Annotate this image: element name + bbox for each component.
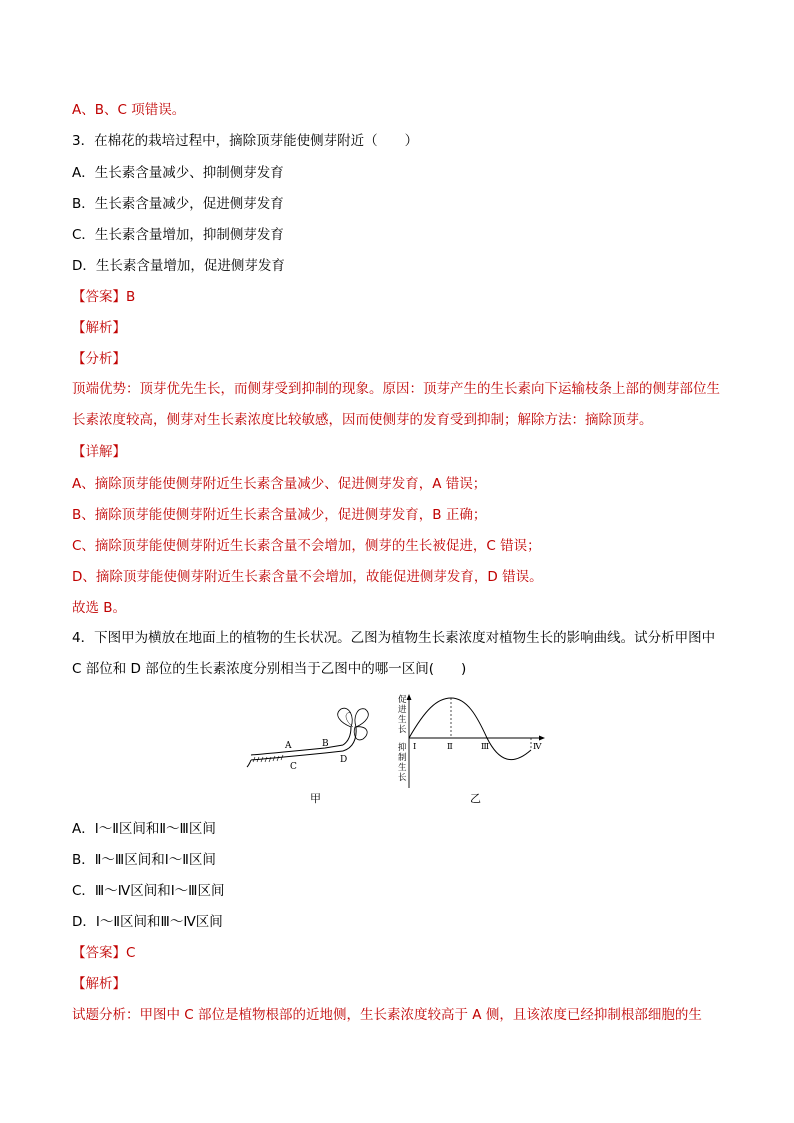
q3-fenxi-text: 顶端优势：顶芽优先生长，而侧芽受到抑制的现象。原因：顶芽产生的生长素向下运输枝条上部的侧芽部位生长素浓度较高，侧芽对生长素浓度比较敏感，因而使侧芽的发育受到抑制；解除方法：摘除顶芽。 xyxy=(72,381,720,428)
y-top-label xyxy=(398,695,409,735)
plant-label-b: B xyxy=(322,739,329,749)
y-top-label-char-2: 进 xyxy=(398,705,407,715)
y-top-label-char-3: 生 xyxy=(398,715,407,725)
q4-option-a: A．Ⅰ～Ⅱ区间和Ⅱ～Ⅲ区间 xyxy=(72,821,216,837)
q4-option-b: B．Ⅱ～Ⅲ区间和Ⅰ～Ⅱ区间 xyxy=(72,852,216,868)
q4-analysis-text: 试题分析：甲图中 C 部位是植物根部的近地侧，生长素浓度较高于 A 侧，且该浓度已经抑制根部细胞的生 xyxy=(72,1007,702,1023)
y-bottom-label xyxy=(398,742,409,783)
q4-analysis-label: 【解析】 xyxy=(72,976,126,992)
plant-label-a: A xyxy=(285,741,292,751)
q3-xiangjie-label: 【详解】 xyxy=(72,444,126,460)
q4-option-d: D．Ⅰ～Ⅱ区间和Ⅲ～Ⅳ区间 xyxy=(72,914,223,930)
figure-yi-caption: 乙 xyxy=(470,792,481,805)
q3-fenxi-label: 【分析】 xyxy=(72,351,126,367)
figure-jia-caption: 甲 xyxy=(310,792,321,805)
y-top-label-char-4: 长 xyxy=(398,725,407,735)
q2-tail-text: A、B、C 项错误。 xyxy=(72,102,186,118)
q3-detail-c: C、摘除顶芽能使侧芽附近生长素含量不会增加，侧芽的生长被促进，C 错误； xyxy=(72,538,541,554)
q3-stem: 3．在棉花的栽培过程中，摘除顶芽能使侧芽附近（ ） xyxy=(72,133,419,149)
x-tick-3: Ⅲ xyxy=(481,742,490,752)
q3-option-d: D．生长素含量增加，促进侧芽发育 xyxy=(72,258,285,274)
figure-jia-plant xyxy=(245,705,380,785)
q4-option-c: C．Ⅲ～Ⅳ区间和Ⅰ～Ⅲ区间 xyxy=(72,883,225,899)
y-top-label-char-1: 促 xyxy=(398,695,407,705)
y-bottom-label-char-1: 抑 xyxy=(398,743,407,753)
plant-label-d: D xyxy=(340,755,348,765)
q3-analysis-label: 【解析】 xyxy=(72,320,126,336)
x-tick-4: Ⅳ xyxy=(533,742,542,752)
q3-option-c: C．生长素含量增加，抑制侧芽发育 xyxy=(72,227,284,243)
q3-answer: 【答案】B xyxy=(72,289,136,305)
figure-yi-curve xyxy=(395,690,555,790)
x-tick-2: Ⅱ xyxy=(447,742,453,752)
q4-stem: 4．下图甲为横放在地面上的植物的生长状况。乙图为植物生长素浓度对植物生长的影响曲线。试分析甲图中 C 部位和 D 部位的生长素浓度分别相当于乙图中的哪一区间( ) xyxy=(72,630,716,677)
x-tick-1: Ⅰ xyxy=(413,742,417,752)
y-bottom-label-char-4: 长 xyxy=(398,773,407,783)
q3-detail-d: D、摘除顶芽能使侧芽附近生长素含量不会增加，故能促进侧芽发育，D 错误。 xyxy=(72,569,543,585)
y-bottom-label-char-2: 制 xyxy=(398,753,407,763)
q3-option-a: A．生长素含量减少、抑制侧芽发育 xyxy=(72,165,284,181)
y-bottom-label-char-3: 生 xyxy=(398,763,407,773)
q3-option-b: B．生长素含量减少，促进侧芽发育 xyxy=(72,196,284,212)
q3-detail-a: A、摘除顶芽能使侧芽附近生长素含量减少、促进侧芽发育，A 错误； xyxy=(72,476,487,492)
q3-detail-b: B、摘除顶芽能使侧芽附近生长素含量减少，促进侧芽发育，B 正确； xyxy=(72,507,487,523)
q3-conclusion: 故选 B。 xyxy=(72,600,127,616)
q4-answer: 【答案】C xyxy=(72,945,136,961)
plant-label-c: C xyxy=(290,762,297,772)
